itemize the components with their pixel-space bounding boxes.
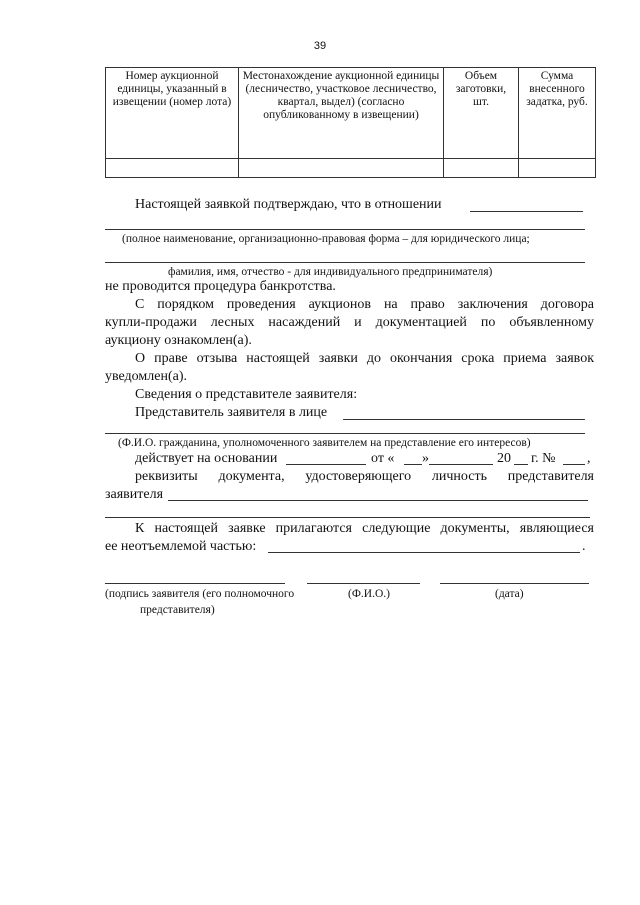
cell-deposit[interactable]: [519, 159, 596, 178]
bankruptcy-text: не проводится процедура банкротства.: [105, 279, 336, 294]
basis-number-label: г. №: [531, 451, 556, 466]
doc-line-2: заявителя: [105, 487, 164, 502]
date-caption: (дата): [495, 588, 524, 600]
basis-comma: ,: [587, 451, 591, 466]
org-name-line[interactable]: [105, 229, 585, 230]
header-volume: Объем заготовки, шт.: [444, 68, 519, 159]
header-lot-number: Номер аукционной единицы, указанный в извещении (номер лота): [106, 68, 239, 159]
basis-from: от «: [371, 451, 395, 466]
org-caption: (полное наименование, организационно-правовая форма – для юридического лица;: [122, 233, 530, 245]
doc-blank-2[interactable]: [105, 517, 590, 518]
date-line[interactable]: [440, 583, 589, 584]
confirm-blank[interactable]: [470, 211, 583, 212]
header-deposit: Сумма внесенного задатка, руб.: [519, 68, 596, 159]
cell-location[interactable]: [239, 159, 444, 178]
rep-face: Представитель заявителя в лице: [135, 405, 328, 420]
basis-quote-close: »: [422, 451, 429, 466]
cell-lot-number[interactable]: [106, 159, 239, 178]
attach-line-2: ее неотъемлемой частью:: [105, 539, 257, 554]
signature-line[interactable]: [105, 583, 285, 584]
rep-info: Сведения о представителе заявителя:: [135, 387, 358, 402]
procedure-line-1: С порядком проведения аукционов на право заключения договора: [135, 297, 594, 312]
procedure-line-3: аукциону ознакомлен(а).: [105, 333, 252, 348]
attach-blank[interactable]: [268, 552, 580, 553]
confirm-text: Настоящей заявкой подтверждаю, что в отношении: [135, 197, 442, 212]
rep-caption: (Ф.И.О. гражданина, уполномоченного заявителем на представление его интересов): [118, 437, 531, 449]
signature-caption-2: представителя): [140, 604, 215, 616]
fio-caption: (Ф.И.О.): [348, 588, 390, 600]
page-number: 39: [313, 40, 327, 52]
basis-year-prefix: 20: [497, 451, 511, 466]
procedure-line-2: купли-продажи лесных насаждений и документацией по объявленному: [105, 315, 594, 330]
rep-name-blank[interactable]: [343, 419, 585, 420]
rep-name-line[interactable]: [105, 433, 585, 434]
doc-line-1: реквизиты документа, удостоверяющего личность представителя: [135, 469, 594, 484]
revoke-line-1: О праве отзыва настоящей заявки до окончания срока приема заявок: [135, 351, 594, 366]
attach-line-1: К настоящей заявке прилагаются следующие документы, являющиеся: [135, 521, 594, 536]
cell-volume[interactable]: [444, 159, 519, 178]
header-location: Местонахождение аукционной единицы (лесничество, участковое лесничество, квартал, выдел) (согласно опубликованному в извещении): [239, 68, 444, 159]
signature-caption-1: (подпись заявителя (его полномочного: [105, 588, 295, 600]
basis-doc-blank[interactable]: [286, 464, 366, 465]
lot-table: [105, 67, 596, 178]
attach-end: .: [582, 539, 586, 554]
ind-name-line[interactable]: [105, 262, 585, 263]
doc-blank[interactable]: [168, 500, 588, 501]
basis-year-blank[interactable]: [514, 464, 528, 465]
basis-number-blank[interactable]: [563, 464, 585, 465]
revoke-line-2: уведомлен(а).: [105, 369, 188, 384]
ind-caption: фамилия, имя, отчество - для индивидуального предпринимателя): [168, 266, 493, 278]
basis-month-blank[interactable]: [429, 464, 493, 465]
basis-day-blank[interactable]: [404, 464, 422, 465]
fio-line[interactable]: [307, 583, 420, 584]
basis-text: действует на основании: [135, 451, 278, 466]
